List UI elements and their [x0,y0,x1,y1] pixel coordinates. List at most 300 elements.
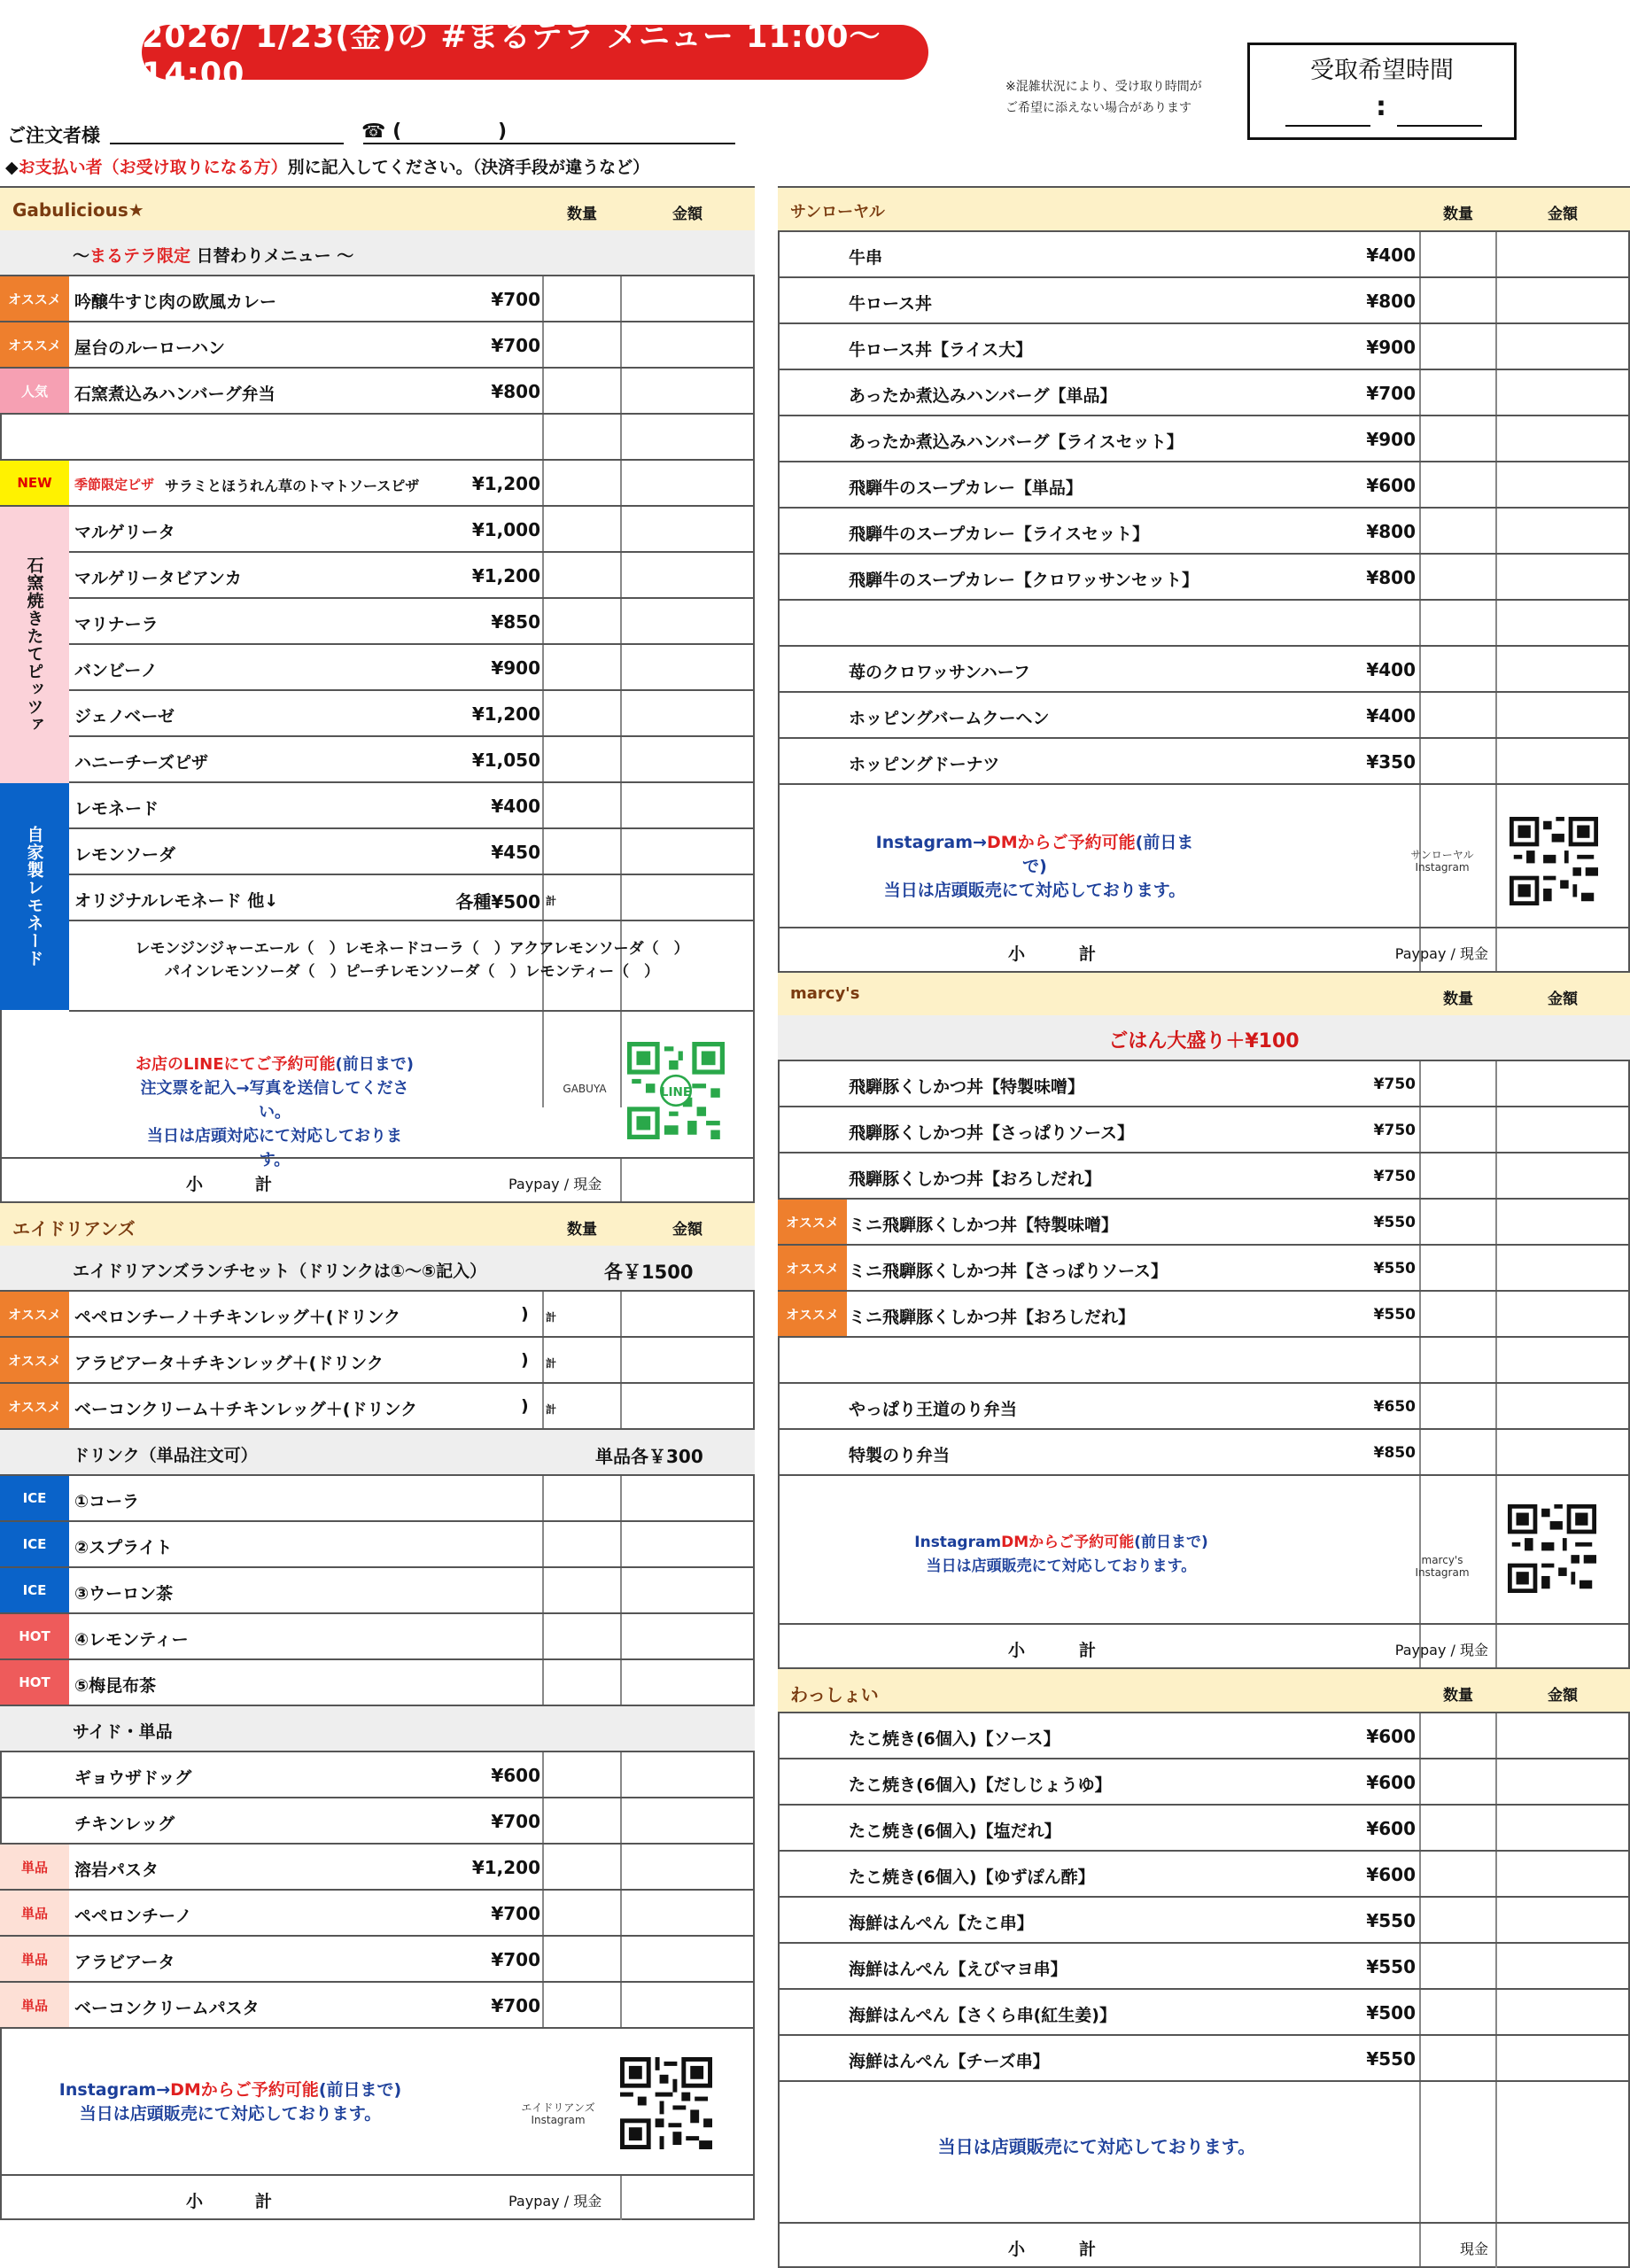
menu-row[interactable] [0,1798,755,1845]
item-price: ¥700 [491,289,540,310]
rice-upgrade: ごはん大盛り＋¥100 [1108,1030,1300,1052]
vendor-header [778,971,1630,1017]
phone-close: ) [498,120,508,143]
menu-row[interactable] [778,1384,1630,1430]
item-name: レモネード [74,799,159,819]
info-highlight: お店のLINEにてご予約可能 [136,1055,336,1074]
subtotal-label: 計 [1079,2240,1097,2259]
menu-row[interactable] [778,739,1630,785]
item-price: ¥1,000 [471,519,540,540]
item-name: 溶岩パスタ [74,1860,159,1880]
vendor-name: エイドリアンズ [12,1218,136,1239]
menu-row[interactable] [69,829,755,875]
item-name: ミニ飛騨豚くしかつ丼【おろしだれ】 [849,1308,1136,1327]
vendor-header [778,186,1630,232]
menu-row[interactable] [69,553,755,599]
menu-row[interactable] [0,322,755,369]
info-highlight: DMからご予約可能 [1001,1534,1135,1551]
item-name: レモンソーダ [74,845,176,865]
item-price: ¥1,200 [471,1857,540,1878]
item-price: ¥1,200 [471,565,540,586]
lunch-set-heading [0,1246,755,1292]
item-price: ¥700 [491,1995,540,2016]
note-line: ※混雑状況により、受け取り時間が [1005,80,1202,94]
osusume-tag: オススメ [0,1292,69,1336]
menu-row[interactable] [778,324,1630,370]
item-name: ④レモンティー [74,1630,189,1650]
item-price: ¥900 [491,657,540,679]
item-name: 海鮮はんぺん【たこ串】 [849,1914,1034,1933]
item-name: アラビアータ [74,1953,175,1972]
amount-header: 金額 [672,206,702,223]
menu-row[interactable] [778,462,1630,509]
item-name: ①コーラ [74,1492,140,1511]
item-price: ¥400 [1366,659,1416,680]
pickup-time-box[interactable] [1247,43,1517,140]
vendor-name: サンローヤル [790,203,885,221]
info-highlight: DMからご予約可能 [986,833,1136,852]
osusume-tag: オススメ [0,276,69,321]
menu-row[interactable] [778,509,1630,555]
item-name: ホッピングバームクーヘン [849,709,1050,728]
instagram-qr-code-icon[interactable] [620,2057,712,2154]
panel-gabulicious [0,186,755,1203]
item-name: 飛騨牛のスープカレー【単品】 [849,478,1083,498]
phone-field[interactable] [363,143,735,144]
item-name: ペペロンチーノ [74,1907,192,1926]
pickup-hour-field[interactable] [1285,125,1370,127]
side-heading [0,1706,755,1752]
phone-open: ☎ ( [361,120,402,143]
payment-methods: Paypay / 現金 [508,1176,602,1192]
info-text: (前日まで) [1022,833,1194,876]
item-name: 屋台のルーローハン [74,338,226,358]
item-name: 牛ロース丼【ライス大】 [849,340,1033,360]
set-price: 各￥1500 [604,1262,694,1283]
wasshoi-info: 当日は店頭販売にて対応しております。 [937,2136,1256,2157]
item-close: ) [521,1396,529,1416]
drink-row[interactable] [0,1568,755,1614]
item-name: やっぱり王道のり弁当 [849,1400,1018,1419]
line-qr-code-icon[interactable] [627,1042,725,1144]
side-title: サイド・単品 [73,1722,173,1742]
amount-header: 金額 [1548,206,1578,223]
item-price: ¥350 [1366,751,1416,773]
menu-row[interactable] [0,1338,755,1384]
subtotal-label: 小 [1008,1641,1026,1660]
item-price: ¥850 [1373,1444,1416,1462]
adrians-reserve-info [35,2078,425,2126]
seasonal-label: 季節限定ピザ [74,477,155,493]
item-name: 牛ロース丼 [849,294,933,314]
item-name: ジェノベーゼ [74,707,175,726]
item-price: ¥700 [491,335,540,356]
item-name: チキンレッグ [74,1814,175,1834]
vendor-name: わっしょい [790,1684,879,1705]
info-text: (前日まで) [335,1055,414,1074]
item-name: アラビアータ＋チキンレッグ＋(ドリンク [74,1354,384,1373]
menu-row[interactable] [778,1852,1630,1898]
osusume-tag: オススメ [0,322,69,367]
menu-row[interactable] [69,875,755,921]
options-line: パインレモンソーダ（ ）ピーチレモンソーダ（ ）レモンティー（ ） [164,963,660,981]
qty-header: 数量 [1443,1687,1473,1705]
qr-label [1398,849,1486,874]
item-name: ③ウーロン茶 [74,1584,174,1604]
menu-row[interactable] [778,1246,1630,1292]
item-name: ベーコンクリームパスタ [74,1999,260,2018]
daily-menu-title: 〜まるテラ限定 日替わりメニュー 〜 [73,246,354,266]
single-tag: 単品 [0,1983,69,2027]
info-text: (前日まで) [318,2080,402,2100]
menu-row[interactable] [778,232,1630,278]
subtotal-label: 小 [1008,2240,1026,2259]
info-text: 当日は店頭販売にて対応しております。 [926,1557,1197,1575]
qr-label-line: サンローヤル [1410,849,1474,861]
item-price: ¥750 [1373,1122,1416,1139]
info-text: (前日まで) [1134,1534,1208,1551]
item-price: ¥400 [491,796,540,817]
drink-row[interactable] [0,1614,755,1660]
kei-mark: 計 [546,895,557,907]
menu-row[interactable] [778,1898,1630,1944]
item-price: ¥650 [1373,1398,1416,1416]
item-price: ¥850 [491,611,540,633]
qr-label: GABUYA [563,1083,607,1095]
menu-row[interactable] [778,1153,1630,1200]
subtotal-row[interactable] [778,2222,1630,2268]
menu-row[interactable] [0,461,755,507]
item-price: ¥550 [1373,1306,1416,1324]
item-name: たこ焼き(6個入)【ゆずぽん酢】 [849,1868,1095,1887]
pickup-note [1005,76,1245,119]
subtotal-label: 計 [1079,1641,1097,1660]
subtotal-row[interactable] [778,1623,1630,1669]
menu-row[interactable] [778,693,1630,739]
hot-tag: HOT [0,1614,69,1658]
amount-header: 金額 [672,1221,702,1239]
menu-row[interactable] [0,276,755,322]
menu-row[interactable] [69,645,755,691]
menu-row[interactable] [778,1944,1630,1990]
single-tag: 単品 [0,1845,69,1889]
menu-row[interactable] [778,1107,1630,1153]
item-name: マルゲリータ [74,523,175,542]
ice-tag: ICE [0,1568,69,1612]
drink-title: ドリンク（単品注文可） [73,1446,258,1465]
qty-header: 数量 [567,1221,597,1239]
item-name: たこ焼き(6個入)【だしじょうゆ】 [849,1775,1112,1795]
hot-tag: HOT [0,1660,69,1705]
subtotal-label: 小 [1008,944,1026,964]
vendor-name: Gabulicious★ [12,199,144,221]
item-price: ¥700 [491,1903,540,1924]
drink-row[interactable] [0,1476,755,1522]
osusume-tag: オススメ [778,1246,847,1290]
osusume-tag: オススメ [778,1292,847,1336]
item-price: ¥550 [1373,1214,1416,1231]
item-price: ¥600 [1366,1726,1416,1747]
menu-row[interactable] [69,783,755,829]
menu-row[interactable] [778,1200,1630,1246]
qr-label-line: Instagram [531,2114,586,2126]
info-text: 当日は店頭対応にて対応しております。 [147,1127,402,1169]
notice-text: 別に記入してください。（決済手段が違うなど） [287,158,650,177]
gab-reserve-info [133,1052,416,1172]
vendor-name: marcy's [790,984,860,1003]
panel-marcys [778,971,1630,1669]
qr-label-line: Instagram [1415,861,1470,874]
qty-header: 数量 [1443,206,1473,223]
san-reserve-info [875,831,1194,903]
item-name: あったか煮込みハンバーグ【単品】 [849,386,1117,406]
item-name: ⑤梅昆布茶 [74,1676,157,1696]
subtotal-label: 小 [186,2192,204,2211]
popular-tag: 人気 [0,369,69,413]
menu-row[interactable] [778,1338,1630,1384]
menu-row[interactable] [778,278,1630,324]
menu-row[interactable] [0,1752,755,1798]
item-price: ¥1,200 [471,703,540,725]
item-price: ¥750 [1373,1076,1416,1093]
subtotal-label: 計 [255,2192,273,2211]
options-line: レモンジンジャーエール（ ）レモネードコーラ（ ）アクアレモンソーダ（ ） [135,940,689,958]
item-price: ¥600 [1366,1818,1416,1839]
lemonade-options[interactable] [69,921,755,1012]
item-name: ミニ飛騨豚くしかつ丼【特製味噌】 [849,1216,1119,1235]
subtotal-row[interactable] [0,1157,755,1203]
item-name: 海鮮はんぺん【さくら串(紅生姜)】 [849,2006,1116,2025]
item-name: 苺のクロワッサンハーフ [849,663,1030,682]
instagram-qr-code-icon[interactable] [1508,1504,1596,1597]
item-name: 特製のり弁当 [849,1446,951,1465]
item-name: マルゲリータビアンカ [74,569,242,588]
item-name: ミニ飛騨豚くしかつ丼【さっぱりソース】 [849,1262,1168,1281]
item-name: マリナーラ [74,615,159,634]
item-price: ¥750 [1373,1168,1416,1185]
kei-mark: 計 [546,1357,557,1370]
payment-methods: Paypay / 現金 [1394,945,1488,962]
item-price: ¥600 [1366,1864,1416,1885]
item-name: ホッピングドーナツ [849,755,1000,774]
item-price: ¥550 [1373,1260,1416,1278]
item-close: ) [521,1304,529,1324]
item-price: ¥450 [491,842,540,863]
empty-row[interactable] [0,415,755,461]
ice-tag: ICE [0,1476,69,1520]
item-name: 飛騨牛のスープカレー【クロワッサンセット】 [849,571,1199,590]
item-name: たこ焼き(6個入)【ソース】 [849,1729,1060,1749]
menu-row[interactable] [778,370,1630,416]
info-text: Instagram→ [875,833,987,852]
subtotal-row[interactable] [778,927,1630,973]
item-price: ¥900 [1366,337,1416,358]
panel-adrians [0,1201,755,2220]
menu-row[interactable] [778,647,1630,693]
item-name: 飛騨豚くしかつ丼【特製味噌】 [849,1077,1085,1097]
vendor-header [778,1667,1630,1713]
item-price: ¥800 [1366,567,1416,588]
menu-row[interactable] [69,507,755,553]
item-name: オリジナルレモネード 他↓ [74,891,279,911]
set-title: エイドリアンズランチセット（ドリンクは①〜⑤記入） [73,1262,487,1281]
subtotal-label: 計 [255,1175,273,1194]
item-name: ベーコンクリーム＋チキンレッグ＋(ドリンク [74,1400,418,1419]
item-name: 吟醸牛すじ肉の欧風カレー [74,292,277,312]
payment-methods: Paypay / 現金 [508,2193,602,2210]
kei-mark: 計 [546,1311,557,1324]
item-name: あったか煮込みハンバーグ【ライスセット】 [849,432,1184,452]
menu-row[interactable] [778,1759,1630,1806]
daily-menu-heading [0,230,755,276]
panel-wasshoi [778,1667,1630,2268]
item-price: ¥400 [1366,705,1416,726]
drink-row[interactable] [0,1522,755,1568]
qr-label-line: marcy's [1421,1554,1463,1566]
customer-name-field[interactable] [110,143,344,144]
item-name: たこ焼き(6個入)【塩だれ】 [849,1821,1061,1841]
single-tag: 単品 [0,1891,69,1935]
item-name: バンビーノ [74,661,158,680]
amount-header: 金額 [1548,1687,1578,1705]
item-price: 各種¥500 [455,891,540,913]
info-text: Instagram→ [58,2080,171,2100]
info-text: 当日は店頭販売にて対応しております。 [883,881,1186,900]
item-price: ¥400 [1366,245,1416,266]
qty-header: 数量 [567,206,597,223]
menu-row[interactable] [0,369,755,415]
subtotal-label: 小 [186,1175,204,1194]
menu-row[interactable] [778,601,1630,647]
ice-tag: ICE [0,1522,69,1566]
new-tag: NEW [0,461,69,505]
item-name: ハニーチーズピザ [74,753,209,773]
qr-label-line: Instagram [1415,1566,1470,1579]
menu-row[interactable] [778,1713,1630,1759]
lemonade-sidebar [0,783,69,1010]
menu-row[interactable] [0,1384,755,1430]
item-name: 飛騨豚くしかつ丼【おろしだれ】 [849,1169,1102,1189]
vendor-header [0,186,755,232]
item-price: ¥550 [1366,1910,1416,1931]
item-price: ¥800 [1366,521,1416,542]
menu-row[interactable] [778,1430,1630,1476]
item-price: ¥500 [1366,2002,1416,2023]
amount-header: 金額 [1548,990,1578,1008]
drink-row[interactable] [0,1660,755,1706]
menu-row[interactable] [69,599,755,645]
item-close: ) [521,1350,529,1370]
item-name: 飛騨牛のスープカレー【ライスセット】 [849,524,1150,544]
menu-row[interactable] [778,2036,1630,2082]
lemonade-category: 自家製レモネード [24,826,44,967]
line-badge: LINE [660,1084,692,1099]
item-price: ¥700 [491,1811,540,1832]
customer-label: ご注文者様 [7,125,100,146]
single-tag: 単品 [0,1937,69,1981]
menu-row[interactable] [69,737,755,783]
menu-row[interactable] [778,1292,1630,1338]
info-highlight: DMからご予約可能 [170,2080,319,2100]
qr-label [514,2101,602,2126]
menu-row[interactable] [778,1990,1630,2036]
menu-row[interactable] [0,1983,755,2029]
notice-bullet: ◆ [5,158,19,177]
menu-row[interactable] [778,1806,1630,1852]
item-name: ギョウザドッグ [74,1768,192,1788]
item-price: ¥700 [1366,383,1416,404]
menu-row[interactable] [778,416,1630,462]
item-price: ¥700 [491,1949,540,1970]
item-name: ペペロンチーノ＋チキンレッグ＋(ドリンク [74,1308,401,1327]
drink-price: 単品各￥300 [595,1446,703,1467]
menu-title: 2026/ 1/23(金)の #まるテラ メニュー 11:00〜14:00 [142,25,928,80]
note-line: ご希望に添えない場合があります [1005,101,1191,115]
payment-methods: Paypay / 現金 [1394,1642,1488,1658]
pizza-sidebar [0,507,69,783]
rice-upgrade-row [778,1015,1630,1061]
menu-row[interactable] [778,1061,1630,1107]
pickup-colon: : [1376,91,1386,122]
item-name: 海鮮はんぺん【えびマヨ串】 [849,1960,1067,1979]
item-price: ¥900 [1366,429,1416,450]
item-name: 海鮮はんぺん【チーズ串】 [849,2052,1050,2071]
osusume-tag: オススメ [778,1200,847,1244]
item-name: サラミとほうれん草のトマトソースピザ [165,478,420,494]
item-price: ¥1,050 [471,750,540,771]
qr-label-line: エイドリアンズ [521,2101,595,2114]
phone-label [361,120,401,143]
menu-row[interactable] [0,1937,755,1983]
item-price: ¥550 [1366,2048,1416,2070]
item-price: ¥800 [491,381,540,402]
vendor-header [0,1201,755,1247]
osusume-tag: オススメ [0,1384,69,1428]
pickup-time-title: 受取希望時間 [1310,57,1454,84]
menu-row[interactable] [69,691,755,737]
qr-label [1398,1554,1486,1579]
item-name: ②スプライト [74,1538,173,1557]
info-text: Instagram [914,1534,1002,1551]
subtotal-row[interactable] [0,2174,755,2220]
pickup-minute-field[interactable] [1397,125,1482,127]
item-name: 牛串 [849,248,883,268]
item-price: ¥600 [1366,1772,1416,1793]
menu-row[interactable] [0,1845,755,1891]
menu-row[interactable] [0,1891,755,1937]
drink-heading [0,1430,755,1476]
instagram-qr-code-icon[interactable] [1510,817,1598,910]
item-price: ¥550 [1366,1956,1416,1977]
item-price: ¥600 [491,1765,540,1786]
item-name: 飛騨豚くしかつ丼【さっぱりソース】 [849,1123,1135,1143]
item-price: ¥600 [1366,475,1416,496]
payment-methods: 現金 [1459,2241,1488,2257]
kei-mark: 計 [546,1403,557,1416]
osusume-tag: オススメ [0,1338,69,1382]
menu-row[interactable] [0,1292,755,1338]
subtotal-label: 計 [1079,944,1097,964]
menu-row[interactable] [778,555,1630,601]
notice-highlight: お支払い者（お受け取りになる方） [18,158,288,177]
item-name: 石窯煮込みハンバーグ弁当 [74,384,276,404]
panel-sanroyal [778,186,1630,973]
item-price: ¥1,200 [471,473,540,494]
item-price: ¥800 [1366,291,1416,312]
info-text: 注文票を記入→写真を送信してください。 [140,1079,409,1122]
mar-reserve-info [911,1531,1212,1579]
payment-notice [5,154,649,178]
